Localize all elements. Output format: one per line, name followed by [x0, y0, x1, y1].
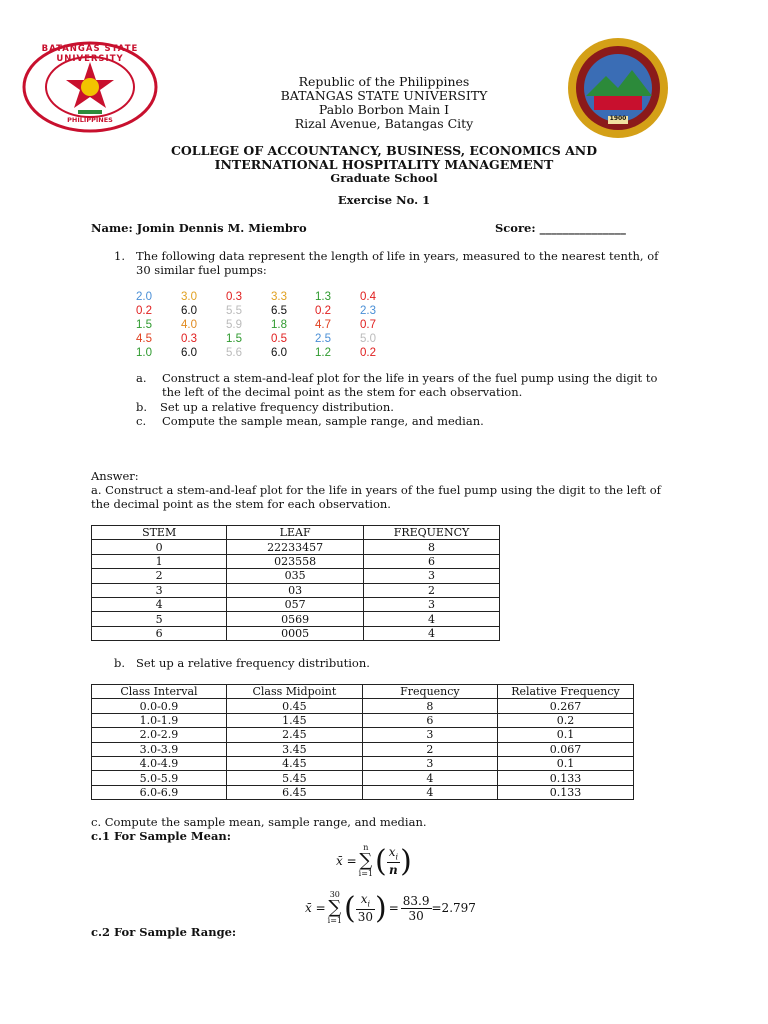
data-value: 1.0: [136, 347, 152, 359]
frequency-cell: 4: [363, 626, 499, 640]
class-interval-cell: 3.0-3.9: [92, 742, 227, 756]
stem-cell: 3: [92, 583, 227, 597]
sample-mean-label: c.1 For Sample Mean:: [91, 829, 232, 843]
relative-frequency-cell: 0.1: [497, 728, 633, 742]
question-text-line1: The following data represent the length of life in years, measured to the nearest tenth, of: [136, 249, 659, 263]
leaf-cell: 035: [227, 569, 364, 583]
sample-range-label: c.2 For Sample Range:: [91, 925, 237, 939]
part-a-letter: a.: [136, 371, 147, 385]
header-university: BATANGAS STATE UNIVERSITY: [280, 88, 488, 103]
frequency-cell: 2: [362, 742, 497, 756]
formula1-den: n: [389, 862, 398, 877]
formula1-fraction: [387, 845, 400, 876]
formula1-sigma-glyph: ∑: [359, 850, 373, 871]
college-name-line1: COLLEGE OF ACCOUNTANCY, BUSINESS, ECONOMICS AND: [170, 143, 598, 158]
header-republic: Republic of the Philippines: [298, 74, 470, 89]
frequency-cell: 6: [363, 554, 499, 568]
frequency-cell: 3: [363, 569, 499, 583]
stem-cell: 5: [92, 612, 227, 626]
formula1-paren-left: (: [375, 843, 387, 879]
relative-frequency-cell: 0.133: [497, 785, 633, 799]
stem-cell: 4: [92, 597, 227, 611]
frequency-cell: 8: [363, 540, 499, 554]
relative-frequency-table: [91, 684, 634, 800]
part-b-letter: b.: [136, 400, 148, 414]
formula2-sigma-glyph: ∑: [328, 897, 342, 918]
formula2-sum-top: 30: [329, 890, 340, 899]
data-value: 4.7: [315, 319, 331, 331]
question-text-line2: 30 similar fuel pumps:: [136, 263, 267, 277]
class-interval-cell: 4.0-4.9: [92, 756, 227, 770]
stem-header: STEM: [92, 526, 227, 540]
relative-frequency-cell: 0.067: [497, 742, 633, 756]
data-value: 0.4: [360, 291, 376, 303]
data-value: 0.2: [315, 305, 331, 317]
leaf-cell: 057: [227, 597, 364, 611]
class-interval-cell: 0.0-0.9: [92, 699, 227, 713]
frequency-cell: 4: [362, 771, 497, 785]
data-value: 0.3: [226, 291, 242, 303]
formula2-fraction: [356, 892, 375, 923]
class-interval-cell: 2.0-2.9: [92, 728, 227, 742]
class-interval-cell: 6.0-6.9: [92, 785, 227, 799]
data-value: 1.3: [315, 291, 331, 303]
data-value: 0.7: [360, 319, 376, 331]
logo-left-bottom-caption: PHILIPPINES: [67, 116, 113, 124]
stem-cell: 2: [92, 569, 227, 583]
stem-cell: 1: [92, 554, 227, 568]
relative-frequency-cell: 0.2: [497, 713, 633, 727]
frequency-header: Frequency: [362, 685, 497, 699]
formula2-result: =2.797: [431, 901, 476, 915]
data-value: 2.3: [360, 305, 376, 317]
data-value: 0.2: [136, 305, 152, 317]
class-midpoint-cell: 0.45: [226, 699, 362, 713]
formula1-num: x: [388, 845, 396, 860]
leaf-header: LEAF: [227, 526, 364, 540]
formula2-equals: =: [388, 901, 399, 915]
table-row: [92, 612, 500, 626]
data-value: 0.5: [271, 333, 287, 345]
answer-a-line2: the decimal point as the stem for each observation.: [91, 497, 391, 511]
data-value: 0.2: [360, 347, 376, 359]
class-midpoint-cell: 6.45: [226, 785, 362, 799]
stem-cell: 6: [92, 626, 227, 640]
question-number: 1.: [114, 249, 125, 263]
answer-b-label: b. Set up a relative frequency distribution.: [114, 656, 370, 670]
data-value: 1.2: [315, 347, 331, 359]
stem-leaf-table: [91, 525, 500, 641]
table-row: [92, 742, 634, 756]
stem-cell: 0: [92, 540, 227, 554]
mean-formula-computed: [305, 890, 476, 926]
formula1-sum-bottom: i=1: [358, 869, 373, 878]
frequency-cell: 3: [363, 597, 499, 611]
data-value: 1.8: [271, 319, 287, 331]
data-value: 5.0: [360, 333, 376, 345]
answer-a-line1: a. Construct a stem-and-leaf plot for the life in years of the fuel pump using the digit to the left of: [91, 483, 661, 497]
data-value: 5.9: [226, 319, 242, 331]
frequency-header: FREQUENCY: [363, 526, 499, 540]
data-value: 4.0: [181, 319, 197, 331]
header-campus: Pablo Borbon Main I: [318, 102, 450, 117]
formula2-lhs: x̄ =: [305, 901, 326, 915]
formula1-lhs: x̄ =: [336, 854, 357, 868]
data-value: 0.3: [181, 333, 197, 345]
table-row: [92, 756, 634, 770]
relative-frequency-header: Relative Frequency: [497, 685, 633, 699]
exercise-title: Exercise No. 1: [337, 193, 431, 207]
part-c-letter: c.: [136, 414, 147, 428]
formula2-den: 30: [357, 909, 373, 924]
data-value: 1.5: [136, 319, 152, 331]
frequency-cell: 3: [362, 756, 497, 770]
frequency-cell: 4: [363, 612, 499, 626]
score-field: Score: _______________: [495, 221, 626, 235]
data-value: 6.5: [271, 305, 287, 317]
formula2-num: x: [360, 892, 368, 907]
table-row: [92, 626, 500, 640]
formula2-sigma: [328, 891, 342, 925]
data-value: 5.6: [226, 347, 242, 359]
class-midpoint-cell: 4.45: [226, 756, 362, 770]
frequency-cell: 8: [362, 699, 497, 713]
table-row: [92, 554, 500, 568]
formula2-value-fraction: [401, 894, 432, 923]
table-row: [92, 597, 500, 611]
class-interval-cell: 5.0-5.9: [92, 771, 227, 785]
relative-frequency-cell: 0.1: [497, 756, 633, 770]
data-value: 6.0: [181, 347, 197, 359]
relative-frequency-cell: 0.133: [497, 771, 633, 785]
table-row: [92, 569, 500, 583]
part-a-line2: the left of the decimal point as the stem for each observation.: [162, 385, 523, 399]
class-midpoint-cell: 5.45: [226, 771, 362, 785]
data-value: 3.3: [271, 291, 287, 303]
college-name-line2: INTERNATIONAL HOSPITALITY MANAGEMENT: [214, 157, 554, 172]
data-value: 3.0: [181, 291, 197, 303]
data-value: 2.5: [315, 333, 331, 345]
data-value: 5.5: [226, 305, 242, 317]
formula2-sub: i: [367, 899, 371, 909]
answer-c-label: c. Compute the sample mean, sample range, and median.: [91, 815, 427, 829]
formula2-paren-left: (: [344, 890, 356, 926]
leaf-cell: 0569: [227, 612, 364, 626]
data-value: 2.0: [136, 291, 152, 303]
table-row: [92, 728, 634, 742]
part-c-text: Compute the sample mean, sample range, and median.: [162, 414, 484, 428]
logo-left-caption: BATANGAS STATE UNIVERSITY: [41, 44, 139, 64]
part-b-text: Set up a relative frequency distribution.: [160, 400, 394, 414]
leaf-cell: 023558: [227, 554, 364, 568]
formula2-paren-right: ): [375, 890, 387, 926]
table-row: [92, 785, 634, 799]
class-interval-header: Class Interval: [92, 685, 227, 699]
data-value: 4.5: [136, 333, 152, 345]
formula1-sigma: [359, 844, 373, 878]
answer-label: Answer:: [91, 469, 139, 483]
frequency-cell: 3: [362, 728, 497, 742]
table-row: [92, 771, 634, 785]
data-value: 6.0: [181, 305, 197, 317]
class-midpoint-cell: 3.45: [226, 742, 362, 756]
data-value: 6.0: [271, 347, 287, 359]
class-midpoint-header: Class Midpoint: [226, 685, 362, 699]
formula1-sub: i: [395, 852, 399, 862]
formula2-eq-den: 30: [408, 908, 424, 923]
leaf-cell: 22233457: [227, 540, 364, 554]
mean-formula-general: [336, 843, 412, 879]
leaf-cell: 0005: [227, 626, 364, 640]
formula1-sum-top: n: [363, 843, 369, 852]
part-a-line1: Construct a stem-and-leaf plot for the life in years of the fuel pump using the digit to: [162, 371, 658, 385]
formula1-paren-right: ): [400, 843, 412, 879]
student-name: Name: Jomin Dennis M. Miembro: [91, 221, 307, 235]
frequency-cell: 6: [362, 713, 497, 727]
class-midpoint-cell: 2.45: [226, 728, 362, 742]
formula2-sum-bottom: i=1: [327, 916, 342, 925]
frequency-cell: 2: [363, 583, 499, 597]
table-row: [92, 713, 634, 727]
relative-frequency-cell: 0.267: [497, 699, 633, 713]
table-row: [92, 540, 500, 554]
data-value: 1.5: [226, 333, 242, 345]
frequency-cell: 4: [362, 785, 497, 799]
logo-right-year: 1900: [609, 115, 627, 122]
table-row: [92, 699, 634, 713]
leaf-cell: 03: [227, 583, 364, 597]
header-address: Rizal Avenue, Batangas City: [294, 116, 474, 131]
class-midpoint-cell: 1.45: [226, 713, 362, 727]
graduate-school: Graduate School: [330, 171, 438, 185]
formula2-eq-num: 83.9: [402, 893, 430, 908]
table-row: [92, 583, 500, 597]
class-interval-cell: 1.0-1.9: [92, 713, 227, 727]
